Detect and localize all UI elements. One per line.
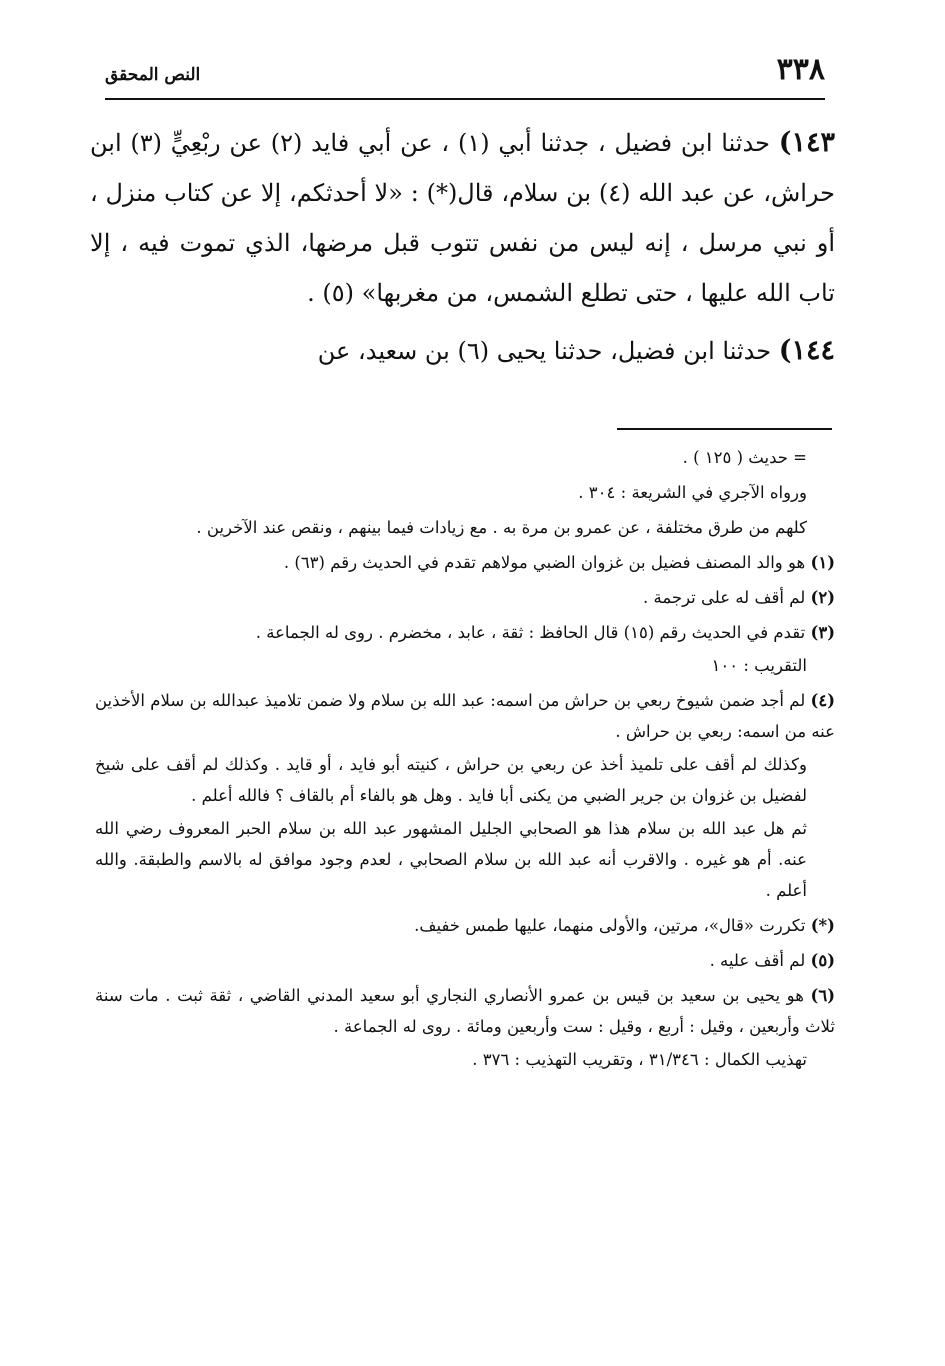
footnote-label: (١) <box>810 553 835 572</box>
footnote-4 <box>95 685 835 747</box>
footnote-continuation <box>95 477 835 508</box>
footnote-label: (٤) <box>810 691 836 710</box>
footnote-text: وكذلك لم أقف على تلميذ أخذ عن ربعي بن حراش ، كنيته أبو فايد ، أو قايد . وكذلك لم أقف على شيخ لفضيل بن غزوان بن جرير الضبي من يكنى أبا فايد . وهل هو بالفاء أم بالقاف ؟ فالله أعلم . <box>95 755 807 805</box>
footnote-text: ثم هل عبد الله بن سلام هذا هو الصحابي الجليل المشهور عبد الله بن سلام الحبر المعروف رضي الله عنه. أم هو غيره . والاقرب أنه عبد الله بن سلام الصحابي ، لعدم وجود موافق له بالاسم والطبقة. والله أعلم . <box>95 819 807 900</box>
footnote-separator <box>617 428 832 430</box>
footnote-text: = حديث ( ١٢٥ ) . <box>682 448 807 467</box>
footnote-continuation <box>95 512 835 543</box>
main-text <box>90 118 835 376</box>
footnote-continuation <box>95 749 835 811</box>
running-title: النص المحقق <box>105 65 201 85</box>
hadith-143 <box>90 118 835 318</box>
footnote-text: هو والد المصنف فضيل بن غزوان الضبي مولاهم تقدم في الحديث رقم (٦٣) . <box>283 553 806 572</box>
hadith-number: ١٤٤) <box>778 335 835 366</box>
page-number: ٣٣٨ <box>776 52 825 87</box>
footnote-text: لم أجد ضمن شيوخ ربعي بن حراش من اسمه: عبد الله بن سلام ولا ضمن تلاميذ عبدالله بن سلام الأخذين عنه من اسمه: ربعي بن حراش . <box>95 691 835 741</box>
footnote-1 <box>95 547 835 578</box>
footnote-text: لم أقف له على ترجمة . <box>643 588 806 607</box>
footnote-label: (٦) <box>810 986 836 1005</box>
footnote-label: (٥) <box>810 951 835 970</box>
footnote-continuation <box>95 813 835 906</box>
footnotes <box>95 442 835 1079</box>
footnote-continuation <box>95 1044 835 1075</box>
hadith-number: ١٤٣) <box>778 127 835 158</box>
footnote-3 <box>95 617 835 648</box>
footnote-text: كلهم من طرق مختلفة ، عن عمرو بن مرة به . مع زيادات فيما بينهم ، ونقص عند الآخرين . <box>196 518 807 537</box>
footnote-2 <box>95 582 835 613</box>
footnote-continuation <box>95 442 835 473</box>
hadith-text: حدثنا ابن فضيل ، جدثنا أبي (١) ، عن أبي فايد (٢) عن ربْعِيٍّ (٣) ابن حراش، عن عبد الله (٤) بن سلام، قال(*) : «لا أحدثكم، إلا عن كتاب منزل ، أو نبي مرسل ، إنه ليس من نفس تتوب قبل مرضها، الذي تموت فيه ، إلا تاب الله عليها ، حتى تطلع الشمس، من مغربها» (٥) . <box>90 129 835 307</box>
footnote-text: تكررت «قال»، مرتين، والأولى منهما، عليها طمس خفيف. <box>414 916 806 935</box>
footnote-continuation <box>95 650 835 681</box>
footnote-text: تقدم في الحديث رقم (١٥) قال الحافظ : ثقة ، عابد ، مخضرم . روى له الجماعة . <box>255 623 806 642</box>
hadith-text: حدثنا ابن فضيل، حدثنا يحيى (٦) بن سعيد، عن <box>317 337 772 365</box>
footnote-text: ورواه الآجري في الشريعة : ٣٠٤ . <box>578 483 807 502</box>
footnote-star <box>95 910 835 941</box>
hadith-144 <box>90 326 835 376</box>
footnote-text: تهذيب الكمال : ٣١/٣٤٦ ، وتقريب التهذيب : ٣٧٦ . <box>472 1050 807 1069</box>
footnote-label: (٢) <box>810 588 835 607</box>
footnote-label: (٣) <box>810 623 835 642</box>
footnote-label: (*) <box>810 916 835 935</box>
footnote-text: هو يحيى بن سعيد بن قيس بن عمرو الأنصاري النجاري أبو سعيد المدني القاضي ، ثقة ثبت . مات سنة ثلاث وأربعين ، وقيل : أربع ، وقيل : ست وأربعين ومائة . روى له الجماعة . <box>95 986 835 1036</box>
page-header <box>105 50 825 100</box>
footnote-text: التقريب : ١٠٠ <box>711 656 807 675</box>
footnote-5 <box>95 945 835 976</box>
footnote-6 <box>95 980 835 1042</box>
footnote-text: لم أقف عليه . <box>709 951 806 970</box>
